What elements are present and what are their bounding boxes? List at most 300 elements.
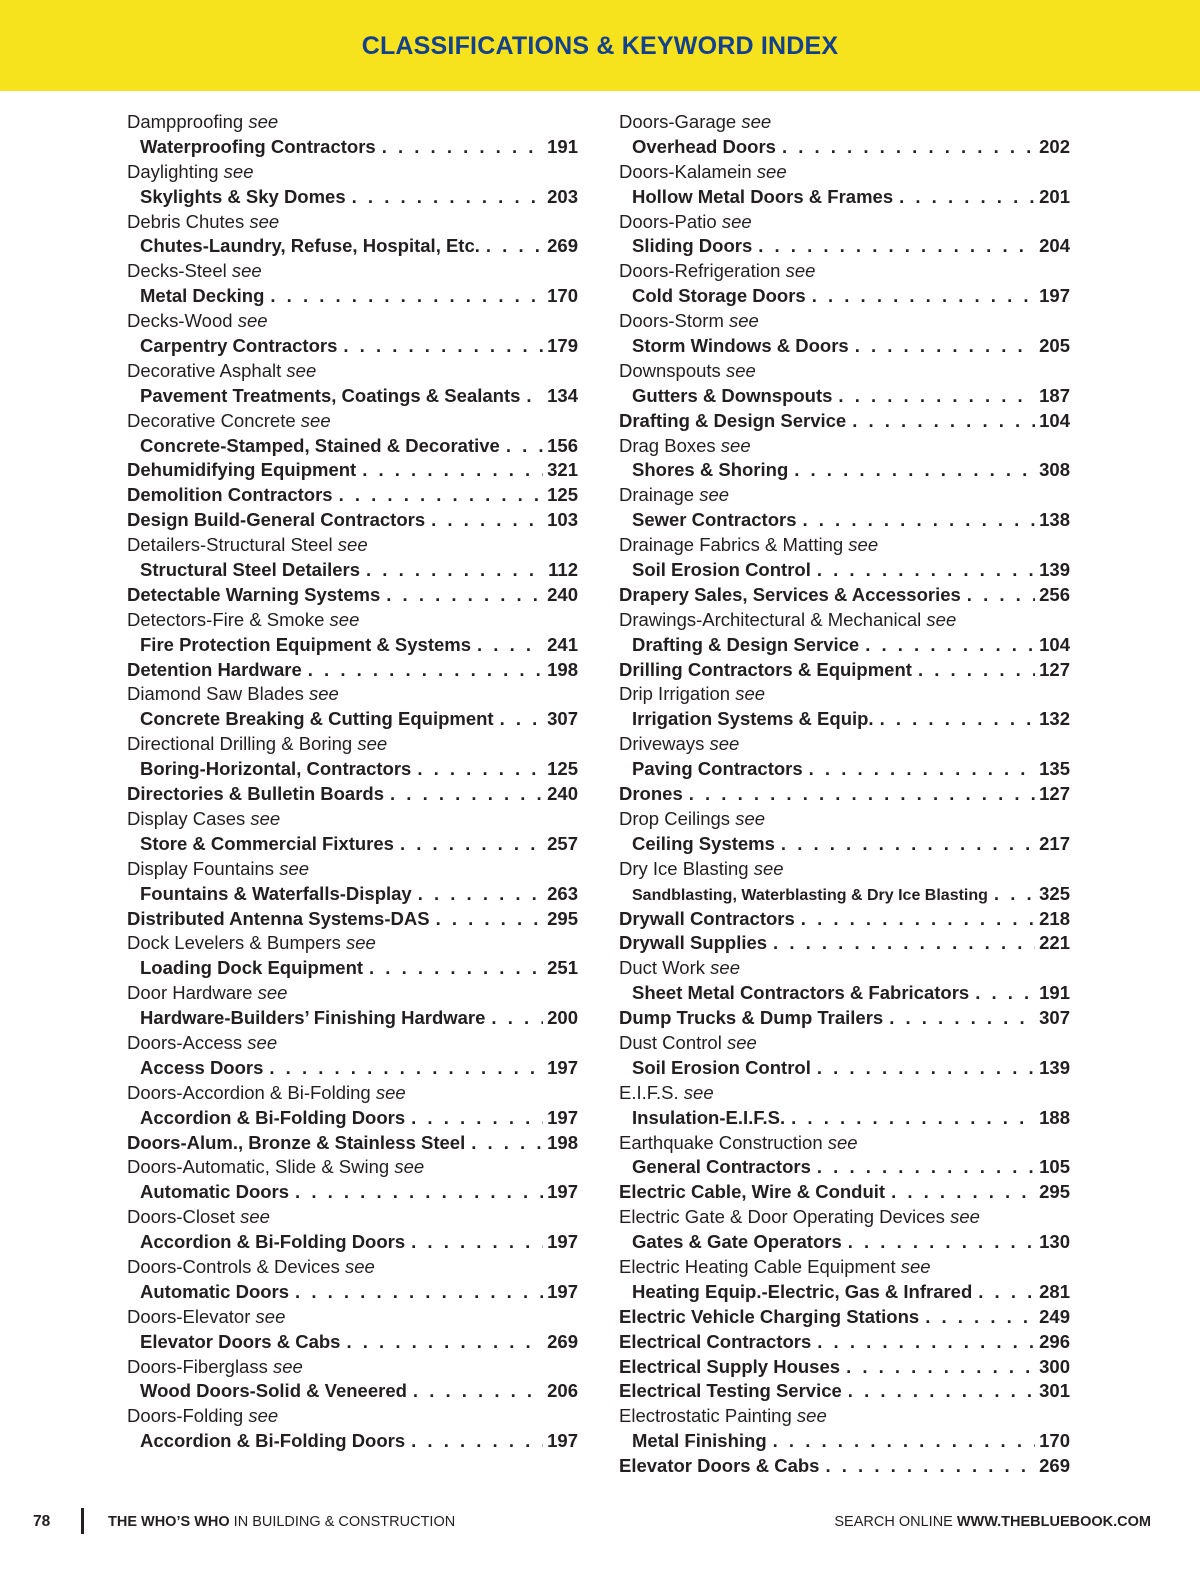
index-subentry[interactable] — [619, 185, 1070, 210]
cross-reference-term: Detailers-Structural Steel — [127, 534, 333, 556]
entry-label: Directories & Bulletin Boards — [127, 783, 385, 805]
index-cross-reference — [619, 210, 1070, 235]
index-subentry[interactable] — [127, 1180, 578, 1205]
index-entry[interactable] — [619, 583, 1070, 608]
index-cross-reference — [619, 259, 1070, 284]
dot-leader — [506, 434, 543, 459]
dot-leader — [925, 1305, 1035, 1330]
see-label: see — [375, 1081, 406, 1103]
index-subentry[interactable] — [127, 434, 578, 459]
see-label: see — [249, 210, 280, 232]
entry-label: Electrical Contractors — [619, 1330, 812, 1352]
entry-label: Storm Windows & Doors — [632, 335, 849, 357]
entry-label: Electrical Testing Service — [619, 1380, 842, 1402]
entry-label: Pavement Treatments, Coatings & Sealants — [140, 384, 521, 406]
entry-label: Shores & Shoring — [632, 459, 789, 481]
entry-page-number: 156 — [547, 434, 578, 456]
dot-leader — [526, 384, 543, 409]
entry-label: Drapery Sales, Services & Accessories — [619, 583, 961, 605]
entry-page-number: 263 — [547, 882, 578, 904]
dot-leader — [852, 409, 1035, 434]
entry-label: Dehumidifying Equipment — [127, 459, 357, 481]
cross-reference-term: Drawings-Architectural & Mechanical — [619, 608, 922, 630]
dot-leader — [817, 1330, 1035, 1355]
entry-page-number: 135 — [1039, 758, 1070, 780]
entry-label: Insulation-E.I.F.S. — [632, 1106, 786, 1128]
index-cross-reference — [619, 1131, 1070, 1156]
entry-label: Skylights & Sky Domes — [140, 185, 346, 207]
index-cross-reference — [619, 608, 1070, 633]
index-cross-reference — [619, 1081, 1070, 1106]
index-subentry[interactable] — [619, 1429, 1070, 1454]
entry-label: Paving Contractors — [632, 758, 803, 780]
index-entry[interactable] — [619, 1379, 1070, 1404]
index-entry[interactable] — [619, 1330, 1070, 1355]
see-label: see — [286, 359, 317, 381]
dot-leader — [386, 583, 543, 608]
dot-leader — [891, 1180, 1035, 1205]
entry-page-number: 127 — [1039, 658, 1070, 680]
cross-reference-term: Electric Heating Cable Equipment — [619, 1255, 896, 1277]
see-label: see — [729, 310, 759, 332]
cross-reference-term: Doors-Automatic, Slide & Swing — [127, 1156, 390, 1178]
cross-reference-term: Earthquake Construction — [619, 1131, 823, 1153]
cross-reference-term: Doors-Controls & Devices — [127, 1255, 340, 1277]
dot-leader — [773, 1429, 1035, 1454]
website-link[interactable] — [834, 1514, 1151, 1530]
dot-leader — [486, 234, 543, 259]
entry-page-number: 132 — [1039, 708, 1070, 730]
entry-page-number: 191 — [547, 135, 578, 157]
see-label: see — [796, 1405, 827, 1427]
see-label: see — [950, 1206, 980, 1228]
dot-leader — [817, 1155, 1035, 1180]
index-subentry[interactable] — [127, 1056, 578, 1081]
index-subentry[interactable] — [127, 956, 578, 981]
dot-leader — [339, 483, 544, 508]
cross-reference-term: Doors-Folding — [127, 1405, 244, 1427]
entry-label: Sewer Contractors — [632, 509, 797, 531]
see-label: see — [357, 733, 388, 755]
entry-page-number: 204 — [1039, 235, 1070, 257]
entry-page-number: 249 — [1039, 1305, 1070, 1327]
index-cross-reference — [619, 732, 1070, 757]
entry-page-number: 241 — [547, 633, 578, 655]
index-cross-reference — [127, 1081, 578, 1106]
entry-page-number: 127 — [1039, 783, 1070, 805]
index-subentry[interactable] — [127, 1330, 578, 1355]
index-cross-reference — [619, 434, 1070, 459]
index-subentry[interactable] — [619, 1280, 1070, 1305]
dot-leader — [477, 633, 543, 658]
index-subentry[interactable] — [619, 508, 1070, 533]
see-label: see — [683, 1081, 714, 1103]
see-label: see — [756, 160, 787, 182]
index-entry[interactable] — [127, 907, 578, 932]
entry-label: Electric Vehicle Charging Stations — [619, 1305, 920, 1327]
page-number: 78 — [33, 1513, 51, 1530]
entry-label: Drafting & Design Service — [619, 409, 847, 431]
dot-leader — [418, 882, 543, 907]
entry-page-number: 269 — [547, 235, 578, 257]
see-label: see — [710, 957, 740, 979]
index-subentry[interactable] — [619, 1155, 1070, 1180]
see-label: see — [248, 111, 279, 132]
index-subentry[interactable] — [619, 707, 1070, 732]
index-entry[interactable] — [127, 1131, 578, 1156]
entry-label: Automatic Doors — [140, 1280, 290, 1302]
entry-label: Drones — [619, 783, 683, 805]
entry-page-number: 112 — [548, 559, 578, 581]
index-subentry[interactable] — [619, 458, 1070, 483]
index-subentry[interactable] — [127, 284, 578, 309]
dot-leader — [817, 558, 1035, 583]
cross-reference-term: Dry Ice Blasting — [619, 857, 749, 879]
index-cross-reference — [619, 807, 1070, 832]
entry-label: Soil Erosion Control — [632, 559, 811, 581]
entry-page-number: 105 — [1039, 1156, 1070, 1178]
index-entry[interactable] — [127, 782, 578, 807]
entry-label: Sheet Metal Contractors & Fabricators — [632, 982, 970, 1004]
entry-label: Accordion & Bi-Folding Doors — [140, 1430, 406, 1452]
dot-leader — [411, 1106, 543, 1131]
entry-label: Loading Dock Equipment — [140, 957, 364, 979]
dot-leader — [848, 1230, 1035, 1255]
index-column-right — [619, 110, 1070, 1479]
index-subentry[interactable] — [619, 234, 1070, 259]
index-entry[interactable] — [619, 782, 1070, 807]
entry-page-number: 281 — [1039, 1280, 1070, 1302]
entry-page-number: 125 — [547, 484, 578, 506]
index-subentry[interactable] — [127, 185, 578, 210]
entry-page-number: 197 — [547, 1106, 578, 1128]
index-cross-reference — [127, 682, 578, 707]
index-subentry[interactable] — [619, 757, 1070, 782]
see-label: see — [337, 534, 368, 556]
index-cross-reference — [127, 732, 578, 757]
entry-page-number: 139 — [1039, 1056, 1070, 1078]
entry-label: Metal Finishing — [632, 1430, 767, 1452]
entry-page-number: 103 — [547, 509, 578, 531]
cross-reference-term: Directional Drilling & Boring — [127, 733, 353, 755]
entry-label: Elevator Doors & Cabs — [140, 1330, 341, 1352]
index-cross-reference — [619, 309, 1070, 334]
entry-label: Drywall Contractors — [619, 907, 795, 929]
index-subentry[interactable] — [127, 1280, 578, 1305]
entry-label: Detention Hardware — [127, 658, 302, 680]
dot-leader — [758, 234, 1035, 259]
dot-leader — [994, 882, 1035, 907]
index-cross-reference — [619, 483, 1070, 508]
cross-reference-term: Dampproofing — [127, 111, 244, 132]
index-cross-reference — [619, 1031, 1070, 1056]
publication-name-rest: IN BUILDING & CONSTRUCTION — [229, 1514, 456, 1530]
index-subentry[interactable] — [619, 633, 1070, 658]
dot-leader — [812, 284, 1035, 309]
entry-page-number: 197 — [547, 1056, 578, 1078]
dot-leader — [417, 757, 543, 782]
index-subentry[interactable] — [619, 334, 1070, 359]
index-entry[interactable] — [619, 931, 1070, 956]
index-cross-reference — [619, 110, 1070, 135]
index-subentry[interactable] — [127, 832, 578, 857]
index-cross-reference — [127, 931, 578, 956]
index-subentry[interactable] — [619, 832, 1070, 857]
dot-leader — [838, 384, 1035, 409]
entry-label: Concrete-Stamped, Stained & Decorative — [140, 434, 500, 456]
entry-page-number: 170 — [1039, 1430, 1070, 1452]
entry-page-number: 138 — [1039, 509, 1070, 531]
dot-leader — [803, 508, 1036, 533]
index-entry[interactable] — [127, 508, 578, 533]
index-entry[interactable] — [619, 658, 1070, 683]
cross-reference-term: Drag Boxes — [619, 434, 716, 456]
index-subentry[interactable] — [127, 1106, 578, 1131]
index-subentry[interactable] — [127, 1379, 578, 1404]
see-label: see — [709, 733, 740, 755]
index-subentry[interactable] — [127, 633, 578, 658]
dot-leader — [366, 558, 544, 583]
index-cross-reference — [619, 956, 1070, 981]
index-subentry[interactable] — [619, 558, 1070, 583]
entry-label: Store & Commercial Fixtures — [140, 832, 394, 854]
cross-reference-term: Dock Levelers & Bumpers — [127, 932, 341, 954]
index-subentry[interactable] — [127, 334, 578, 359]
cross-reference-term: Decorative Asphalt — [127, 359, 282, 381]
index-entry[interactable] — [619, 1355, 1070, 1380]
entry-page-number: 257 — [547, 832, 578, 854]
entry-label: Accordion & Bi-Folding Doors — [140, 1231, 406, 1253]
index-cross-reference — [619, 533, 1070, 558]
entry-page-number: 104 — [1039, 633, 1070, 655]
dot-leader — [967, 583, 1035, 608]
entry-page-number: 300 — [1039, 1355, 1070, 1377]
entry-page-number: 170 — [547, 285, 578, 307]
index-entry[interactable] — [619, 1180, 1070, 1205]
see-label: see — [257, 982, 288, 1004]
dot-leader — [413, 1379, 543, 1404]
index-cross-reference — [127, 1031, 578, 1056]
entry-label: Ceiling Systems — [632, 832, 775, 854]
dot-leader — [889, 1006, 1035, 1031]
see-label: see — [735, 683, 766, 705]
index-subentry[interactable] — [619, 1230, 1070, 1255]
website-url: WWW.THEBLUEBOOK.COM — [956, 1514, 1151, 1530]
entry-page-number: 200 — [547, 1007, 578, 1029]
index-cross-reference — [127, 309, 578, 334]
index-entry[interactable] — [619, 1305, 1070, 1330]
index-subentry[interactable] — [127, 1429, 578, 1454]
entry-page-number: 197 — [547, 1181, 578, 1203]
index-subentry[interactable] — [127, 882, 578, 907]
entry-label: Detectable Warning Systems — [127, 583, 381, 605]
see-label: see — [300, 409, 331, 431]
index-cross-reference — [127, 1305, 578, 1330]
cross-reference-term: Display Fountains — [127, 857, 275, 879]
cross-reference-term: Decks-Steel — [127, 260, 227, 282]
index-subentry[interactable] — [127, 234, 578, 259]
entry-page-number: 188 — [1039, 1106, 1070, 1128]
entry-page-number: 221 — [1039, 932, 1070, 954]
header-banner — [0, 0, 1200, 91]
see-label: see — [247, 1031, 278, 1053]
entry-label: Carpentry Contractors — [140, 335, 338, 357]
index-cross-reference — [127, 359, 578, 384]
dot-leader — [352, 185, 543, 210]
index-cross-reference — [127, 807, 578, 832]
see-label: see — [848, 534, 879, 556]
publication-name-bold: THE WHO’S WHO — [108, 1514, 230, 1530]
entry-page-number: 301 — [1039, 1380, 1070, 1402]
index-entry[interactable] — [619, 409, 1070, 434]
see-label: see — [726, 1031, 757, 1053]
index-cross-reference — [127, 533, 578, 558]
index-entry[interactable] — [127, 658, 578, 683]
entry-label: Irrigation Systems & Equip. — [632, 708, 874, 730]
cross-reference-term: Doors-Closet — [127, 1206, 235, 1228]
dot-leader — [308, 658, 543, 683]
entry-label: Fire Protection Equipment & Systems — [140, 633, 472, 655]
dot-leader — [794, 458, 1035, 483]
see-label: see — [344, 1255, 375, 1277]
cross-reference-term: Duct Work — [619, 957, 706, 979]
index-subentry[interactable] — [619, 882, 1070, 907]
index-subentry[interactable] — [619, 1056, 1070, 1081]
index-subentry[interactable] — [619, 981, 1070, 1006]
dot-leader — [369, 956, 543, 981]
dot-leader — [295, 1280, 543, 1305]
entry-page-number: 295 — [1039, 1181, 1070, 1203]
cross-reference-term: Doors-Fiberglass — [127, 1355, 268, 1377]
index-cross-reference — [619, 1255, 1070, 1280]
dot-leader — [390, 782, 543, 807]
website-prefix: SEARCH ONLINE — [834, 1514, 957, 1530]
index-subentry[interactable] — [619, 1106, 1070, 1131]
entry-label: Heating Equip.-Electric, Gas & Infrared — [632, 1280, 973, 1302]
entry-page-number: 240 — [547, 583, 578, 605]
entry-page-number: 269 — [547, 1330, 578, 1352]
index-entry[interactable] — [619, 1454, 1070, 1479]
index-subentry[interactable] — [127, 707, 578, 732]
see-label: see — [720, 434, 751, 456]
see-label: see — [699, 484, 730, 506]
entry-page-number: 256 — [1039, 583, 1070, 605]
dot-leader — [295, 1180, 543, 1205]
dot-leader — [411, 1230, 543, 1255]
cross-reference-term: Downspouts — [619, 359, 721, 381]
index-subentry[interactable] — [127, 135, 578, 160]
index-entry[interactable] — [127, 583, 578, 608]
cross-reference-term: Doors-Storm — [619, 310, 724, 332]
index-subentry[interactable] — [127, 1230, 578, 1255]
index-cross-reference — [127, 1404, 578, 1429]
entry-page-number: 307 — [547, 708, 578, 730]
index-subentry[interactable] — [127, 757, 578, 782]
dot-leader — [471, 1131, 543, 1156]
index-subentry[interactable] — [127, 1006, 578, 1031]
index-entry[interactable] — [619, 1006, 1070, 1031]
dot-leader — [801, 907, 1035, 932]
see-label: see — [926, 608, 957, 630]
cross-reference-term: Diamond Saw Blades — [127, 683, 304, 705]
entry-page-number: 218 — [1039, 907, 1070, 929]
index-entry[interactable] — [127, 483, 578, 508]
index-cross-reference — [127, 110, 578, 135]
entry-label: Metal Decking — [140, 285, 265, 307]
entry-label: Waterproofing Contractors — [140, 135, 376, 157]
dot-leader — [899, 185, 1035, 210]
dot-leader — [855, 334, 1035, 359]
see-label: see — [725, 359, 756, 381]
index-subentry[interactable] — [127, 558, 578, 583]
index-cross-reference — [127, 1255, 578, 1280]
index-cross-reference — [127, 160, 578, 185]
cross-reference-term: Decorative Concrete — [127, 409, 296, 431]
publication-name — [108, 1514, 455, 1530]
entry-page-number: 187 — [1039, 384, 1070, 406]
cross-reference-term: Doors-Kalamein — [619, 160, 752, 182]
cross-reference-term: Doors-Patio — [619, 210, 717, 232]
entry-label: Hardware-Builders’ Finishing Hardware — [140, 1007, 486, 1029]
entry-page-number: 206 — [547, 1380, 578, 1402]
see-label: see — [279, 857, 310, 879]
entry-page-number: 296 — [1039, 1330, 1070, 1352]
see-label: see — [785, 260, 816, 282]
see-label: see — [329, 608, 360, 630]
cross-reference-term: Detectors-Fire & Smoke — [127, 608, 325, 630]
cross-reference-term: Decks-Wood — [127, 310, 233, 332]
dot-leader — [773, 931, 1035, 956]
entry-label: Sandblasting, Waterblasting & Dry Ice Blasting — [632, 886, 988, 904]
entry-label: Elevator Doors & Cabs — [619, 1455, 820, 1477]
entry-page-number: 325 — [1039, 882, 1070, 904]
entry-page-number: 197 — [547, 1280, 578, 1302]
entry-page-number: 269 — [1039, 1455, 1070, 1477]
index-cross-reference — [127, 608, 578, 633]
index-subentry[interactable] — [619, 284, 1070, 309]
index-subentry[interactable] — [127, 384, 578, 409]
see-label: see — [900, 1255, 931, 1277]
dot-leader — [975, 981, 1035, 1006]
cross-reference-term: Drainage Fabrics & Matting — [619, 534, 844, 556]
entry-page-number: 198 — [547, 658, 578, 680]
index-subentry[interactable] — [619, 135, 1070, 160]
dot-leader — [781, 832, 1035, 857]
cross-reference-term: Drip Irrigation — [619, 683, 731, 705]
dot-leader — [782, 135, 1035, 160]
entry-label: Drilling Contractors & Equipment — [619, 658, 912, 680]
dot-leader — [343, 334, 543, 359]
entry-page-number: 179 — [547, 335, 578, 357]
cross-reference-term: Doors-Elevator — [127, 1305, 251, 1327]
index-entry[interactable] — [619, 907, 1070, 932]
entry-label: Chutes-Laundry, Refuse, Hospital, Etc. — [140, 235, 480, 257]
dot-leader — [500, 707, 544, 732]
cross-reference-term: Drainage — [619, 484, 695, 506]
dot-leader — [817, 1056, 1035, 1081]
index-cross-reference — [127, 409, 578, 434]
index-cross-reference — [127, 210, 578, 235]
dot-leader — [270, 284, 543, 309]
entry-page-number: 307 — [1039, 1007, 1070, 1029]
entry-page-number: 191 — [1039, 982, 1070, 1004]
index-subentry[interactable] — [619, 384, 1070, 409]
index-entry[interactable] — [127, 458, 578, 483]
dot-leader — [689, 782, 1035, 807]
index-cross-reference — [127, 1155, 578, 1180]
index-cross-reference — [127, 981, 578, 1006]
entry-label: Automatic Doors — [140, 1181, 290, 1203]
